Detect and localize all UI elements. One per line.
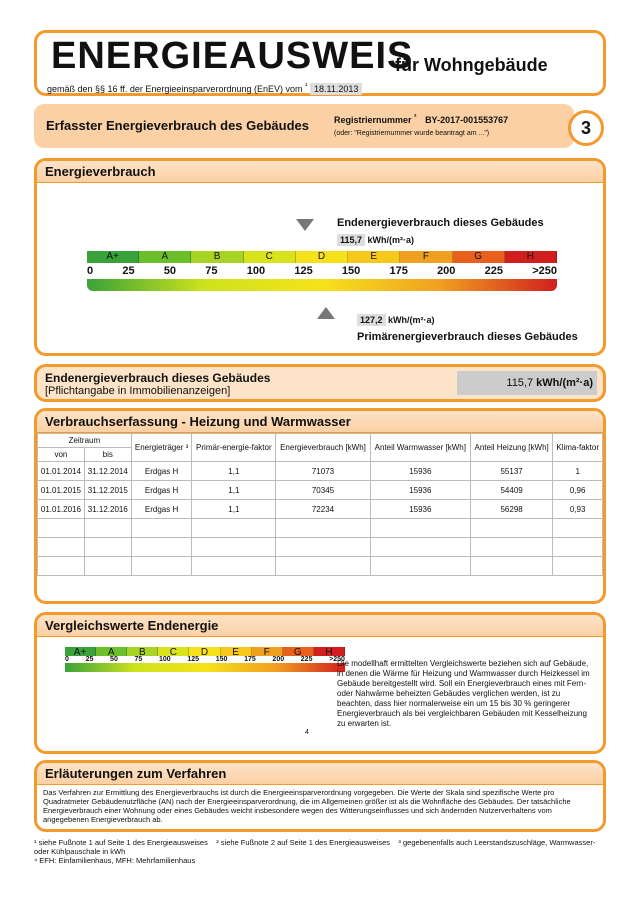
class-0: A+ bbox=[87, 251, 139, 263]
tick-label: 125 bbox=[187, 656, 200, 663]
tick-label: 225 bbox=[300, 656, 313, 663]
tick-label: 0 bbox=[87, 265, 94, 277]
verfahren-text: Das Verfahren zur Ermittlung des Energieverbrauchs ist durch die Energieeinsparverordnung vorgegeben. Die Werte der Skala sind spezifische Werte pro Quadratmeter Gebäudenutzfläche (AN) nach der Energieeinsparverordnung, die im Allgemeinen größer ist als die Wohnfläche des Gebäudes. Der tatsächliche Energieverbrauch einer Wohnung oder eines Gebäudes weicht insbesondere wegen des Witterungseinflusses und sich ändernden Nutzerverhaltens vom angegebenen Energieverbrauch ab. bbox=[43, 788, 571, 824]
class-8: H bbox=[505, 251, 557, 263]
class-6: F bbox=[252, 647, 283, 656]
table-row bbox=[38, 557, 603, 576]
title-box bbox=[34, 30, 606, 96]
tick-label: 100 bbox=[158, 656, 171, 663]
class-1: A bbox=[96, 647, 127, 656]
law-line: gemäß den §§ 16 ff. der Energieeinsparverordnung (EnEV) vom $^{^1}$ 18.11.2013 bbox=[47, 81, 362, 94]
tick-label: >250 bbox=[532, 265, 557, 277]
reg-number: Registriernummer $^{^2}$ BY-2017-001553767 bbox=[334, 112, 509, 125]
page-number: 3 bbox=[568, 110, 604, 146]
page-title: ENERGIEAUSWEIS bbox=[51, 35, 414, 77]
class-4: D bbox=[189, 647, 220, 656]
table-box bbox=[34, 408, 606, 604]
tick-label: 50 bbox=[110, 656, 118, 663]
verfahren-header: Erläuterungen zum Verfahren bbox=[37, 763, 603, 785]
energy-header: Energieverbrauch bbox=[37, 161, 603, 183]
tick-label: 25 bbox=[122, 265, 135, 277]
banner bbox=[34, 104, 574, 148]
consumption-table: Zeitraum Energieträger ³ Primär-energie-faktor Energieverbrauch [kWh] Anteil Warmwasser [kWh] Anteil Heizung [kWh] Klima-faktor von bis 01.01.2014 31.12.2014 Erdgas H 1,1 71073 15936 55137 1 01.01.2015 31.12.2015 Erdgas H 1,1 70345 15936 54409 0,96 01.01.2016 31.12.2016 Erdgas H 1,1 72234 15936 56298 0,93 bbox=[37, 433, 603, 576]
class-1: A bbox=[139, 251, 191, 263]
tick-label: 175 bbox=[389, 265, 408, 277]
class-4: D bbox=[296, 251, 348, 263]
small-class-scale bbox=[65, 647, 345, 656]
pflicht-value: 115,7 kWh/(m²·a) bbox=[457, 371, 597, 395]
table-row: 01.01.2015 31.12.2015 Erdgas H 1,1 70345 15936 54409 0,96 bbox=[38, 481, 603, 500]
vergleich-header: Vergleichswerte Endenergie bbox=[37, 615, 603, 637]
tick-label: 125 bbox=[294, 265, 313, 277]
class-2: B bbox=[127, 647, 158, 656]
energy-scale bbox=[87, 251, 557, 291]
vergleich-box bbox=[34, 612, 606, 754]
tick-label: 0 bbox=[65, 656, 69, 663]
class-5: E bbox=[348, 251, 400, 263]
tick-label: 150 bbox=[215, 656, 228, 663]
class-3: C bbox=[244, 251, 296, 263]
tick-label: 25 bbox=[85, 656, 94, 663]
tick-label: >250 bbox=[329, 656, 345, 663]
table-row bbox=[38, 538, 603, 557]
vergleich-text: Die modellhaft ermittelten Vergleichswerte beziehen sich auf Gebäude, in denen die Wärme für Heizung und Warmwasser durch Heizkessel im Gebäude bereitgestellt wird. Soll ein Energieverbrauch eines mit Fern- oder Nahwärme beheizten Gebäudes verglichen werden, ist zu beachten, dass hier normalerweise ein um 15 bis 30 % geringerer Energieverbrauch als bei vergleichbaren Gebäuden mit Kesselheizung zu erwarten ist. bbox=[337, 659, 590, 728]
tick-row bbox=[87, 265, 557, 277]
class-scale bbox=[87, 251, 557, 263]
tick-label: 100 bbox=[246, 265, 266, 277]
small-gradient bbox=[65, 663, 345, 672]
tick-label: 200 bbox=[437, 265, 456, 277]
class-5: E bbox=[221, 647, 252, 656]
end-title: Endenergieverbrauch dieses Gebäudes bbox=[337, 217, 544, 229]
end-arrow-icon bbox=[296, 219, 314, 231]
reg-note: (oder: "Registriernummer wurde beantragt am ...") bbox=[334, 130, 490, 137]
tick-label: 50 bbox=[163, 265, 177, 277]
table-row bbox=[38, 519, 603, 538]
class-0: A+ bbox=[65, 647, 96, 656]
tick-label: 200 bbox=[272, 656, 285, 663]
banner-label: Erfasster Energieverbrauch des Gebäudes bbox=[46, 118, 310, 133]
class-7: G bbox=[453, 251, 505, 263]
end-value: 115,7 kWh/(m²·a) bbox=[337, 235, 414, 245]
class-7: G bbox=[283, 647, 314, 656]
footnote-mark: 4 bbox=[305, 729, 309, 736]
tick-label: 75 bbox=[134, 656, 143, 663]
class-2: B bbox=[191, 251, 243, 263]
table-row: 01.01.2014 31.12.2014 Erdgas H 1,1 71073 15936 55137 1 bbox=[38, 462, 603, 481]
energy-box bbox=[34, 158, 606, 356]
tick-label: 225 bbox=[484, 265, 503, 277]
class-6: F bbox=[400, 251, 452, 263]
small-scale bbox=[65, 647, 345, 736]
verfahren-box bbox=[34, 760, 606, 832]
tick-label: 150 bbox=[341, 265, 361, 277]
tick-label: 175 bbox=[244, 656, 256, 663]
pflicht-line1: Endenergieverbrauch dieses Gebäudes bbox=[45, 371, 271, 385]
prim-arrow-icon bbox=[317, 307, 335, 319]
class-8: H bbox=[314, 647, 345, 656]
table-row: 01.01.2016 31.12.2016 Erdgas H 1,1 72234 15936 56298 0,93 bbox=[38, 500, 603, 519]
pflicht-line2: [Pflichtangabe in Immobilienanzeigen] bbox=[45, 385, 231, 397]
class-3: C bbox=[158, 647, 189, 656]
gradient-bar bbox=[87, 279, 557, 291]
pflicht-box bbox=[34, 364, 606, 402]
prim-title: Primärenergieverbrauch dieses Gebäudes bbox=[357, 331, 578, 343]
table-header: Verbrauchserfassung - Heizung und Warmwasser bbox=[37, 411, 603, 433]
prim-value: 127,2 kWh/(m²·a) bbox=[357, 315, 435, 325]
footnotes: ¹ siehe Fußnote 1 auf Seite 1 des Energieausweises ² siehe Fußnote 2 auf Seite 1 des Energieausweises ³ gegebenenfalls auch Leerstandszuschläge, Warmwasser- oder Kühlpauschale in kWh ⁴ EFH: Einfamilienhaus, MFH: Mehrfamilienhaus bbox=[34, 838, 596, 865]
page-subtitle: für Wohngebäude bbox=[395, 55, 548, 75]
tick-label: 75 bbox=[205, 265, 218, 277]
